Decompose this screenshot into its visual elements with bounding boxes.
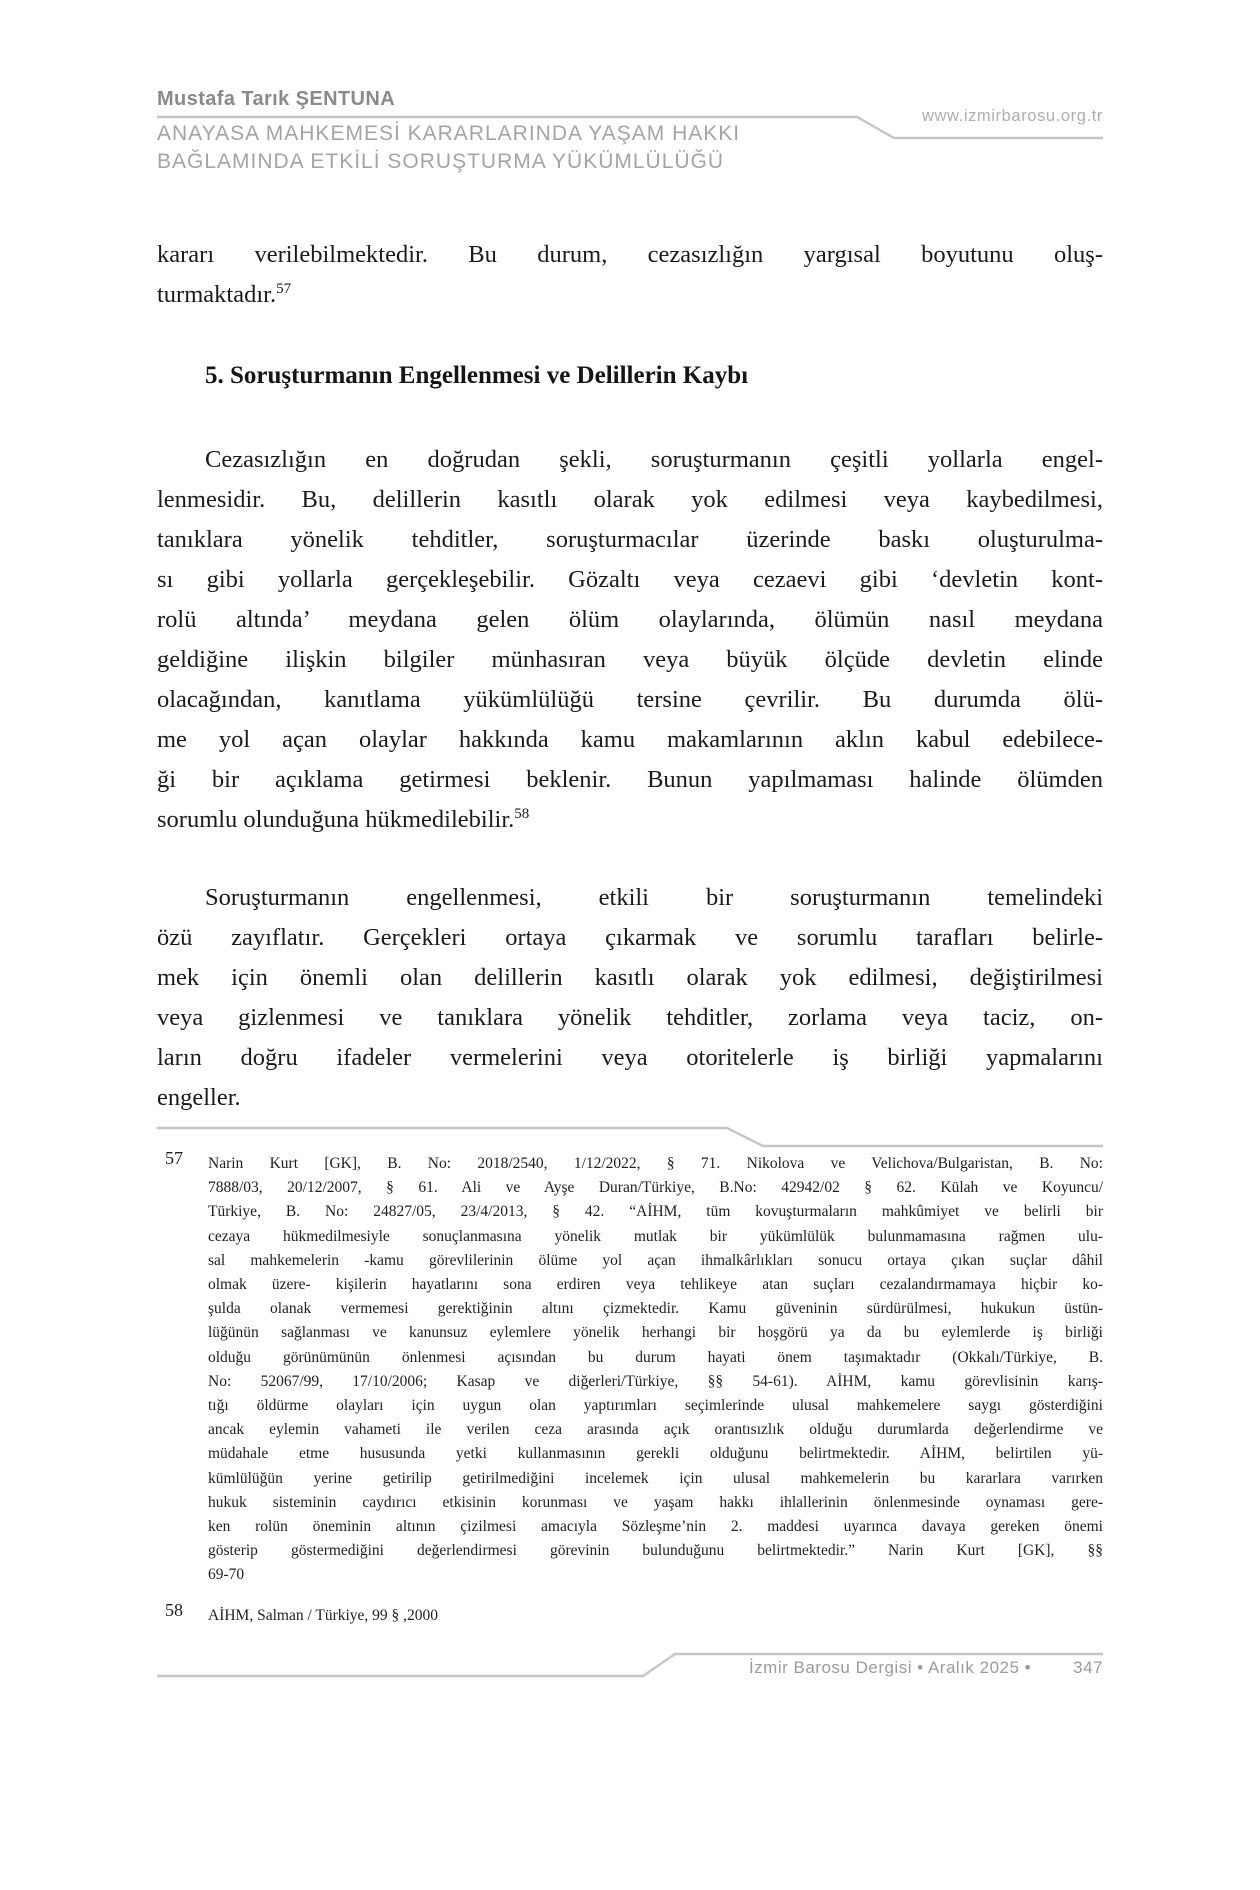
text-line: mek için önemli olan delillerin kasıtlı olarak yok edilmesi, değiştirilmesi xyxy=(157,964,1103,991)
footnote-58 xyxy=(157,1600,1103,1628)
paragraph-3 xyxy=(157,878,1103,1118)
footnote-57 xyxy=(157,1148,1103,1588)
footnote-line: ancak eylemin vahameti ile verilen ceza arasında açık orantısızlık olduğu durumlarda değerlendirme ve xyxy=(208,1421,1103,1439)
author-name: Mustafa Tarık ŞENTUNA xyxy=(157,88,396,110)
footnote-line: olmak üzere- kişilerin hayatlarını sona erdiren veya tehlikeye atan suçları cezalandırmamaya hiçbir ko- xyxy=(208,1276,1103,1294)
footnote-separator-rule xyxy=(157,1124,1103,1150)
footnote-line: müdahale etme hususunda yetki kullanmasının gerekli olduğunu belirtmektedir. AİHM, belirtilen yü- xyxy=(208,1445,1103,1463)
footnote-line: cezaya hükmedilmesiyle sonuçlanmasına yönelik mutlak bir yükümlülük bulunmamasına rağmen ulu- xyxy=(208,1227,1103,1245)
text-line: tanıklara yönelik tehditler, soruşturmacılar üzerinde baskı oluşturulma- xyxy=(157,526,1103,553)
text-line: özü zayıflatır. Gerçekleri ortaya çıkarmak ve sorumlu tarafları belirle- xyxy=(157,924,1103,951)
footnote-line: hukuk sisteminin caydırıcı etkisinin korunması ve yaşam hakkı ihlallerinin önlenmesinde oynaması gere- xyxy=(208,1493,1103,1511)
paragraph-1 xyxy=(157,235,1103,315)
text-line: kararı verilebilmektedir. Bu durum, cezasızlığın yargısal boyutunu oluş- xyxy=(157,241,1103,268)
paragraph-2 xyxy=(157,440,1103,840)
footnote-line: gösterip göstermediğini değerlendirmesi görevinin bulunduğunu belirtmektedir.” Narin Kurt [GK], §§ xyxy=(208,1542,1103,1560)
text-line: geldiğine ilişkin bilgiler münhasıran veya büyük ölçüde devletin elinde xyxy=(157,646,1103,673)
footnote-line: 69-70 xyxy=(208,1566,245,1584)
footnote-line: No: 52067/99, 17/10/2006; Kasap ve diğerleri/Türkiye, §§ 54-61). AİHM, kamu görevlisinin karış- xyxy=(208,1372,1103,1390)
footnote-line: 7888/03, 20/12/2007, § 61. Ali ve Ayşe Duran/Türkiye, B.No: 42942/02 § 62. Külah ve Koyuncu/ xyxy=(208,1179,1103,1197)
text-line: turmaktadır.$^{57}$ xyxy=(157,280,292,308)
text-line: sorumlu olunduğuna hükmedilebilir.$^{58}$ xyxy=(157,805,530,833)
footnote-line: tığı öldürme olayları için uygun olan yaptırımları seçimlerinde ulusal mahkemelere saygı gösterdiğini xyxy=(208,1397,1103,1415)
text-line: veya gizlenmesi ve tanıklara yönelik tehditler, zorlama veya taciz, on- xyxy=(157,1004,1103,1031)
footnote-line: Narin Kurt [GK], B. No: 2018/2540, 1/12/2022, § 71. Nikolova ve Velichova/Bulgaristan, B. No: xyxy=(208,1155,1103,1172)
article-title-line1: ANAYASA MAHKEMESİ KARARLARINDA YAŞAM HAKKI xyxy=(157,122,741,145)
article-title-line2: BAĞLAMINDA ETKİLİ SORUŞTURMA YÜKÜMLÜLÜĞÜ xyxy=(157,150,725,173)
footnote-line: şulda olanak vermemesi gerektiğinin altını çizmektedir. Kamu güveninin sürdürülmesi, hukukun üstün- xyxy=(208,1300,1103,1318)
text-line: Soruşturmanın engellenmesi, etkili bir soruşturmanın temelindeki xyxy=(205,884,1103,911)
text-line: Cezasızlığın en doğrudan şekli, soruşturmanın çeşitli yollarla engel- xyxy=(205,446,1103,473)
footnote-line: olduğu görünümünün önlenmesi açısından bu durum hayati önem taşımaktadır (Okkalı/Türkiye, B. xyxy=(208,1348,1103,1366)
footnote-text xyxy=(208,1152,1103,1588)
text-line: lenmesidir. Bu, delillerin kasıtlı olarak yok edilmesi veya kaybedilmesi, xyxy=(157,486,1103,513)
text-line: ği bir açıklama getirmesi beklenir. Bunun yapılmaması halinde ölümden xyxy=(157,766,1103,793)
footnote-line: lüğünün sağlanması ve kanunsuz eylemlere yönelik herhangi bir hoşgörü ya da bu eylemlerde iş birliği xyxy=(208,1324,1103,1342)
text-line: rolü altında’ meydana gelen ölüm olaylarında, ölümün nasıl meydana xyxy=(157,606,1103,633)
text-line: engeller. xyxy=(157,1084,241,1111)
text-line: olacağından, kanıtlama yükümlülüğü tersine çevrilir. Bu durumda ölü- xyxy=(157,686,1103,713)
journal-website: www.izmirbarosu.org.tr xyxy=(922,107,1103,125)
footnote-line: ken rolün öneminin altının çizilmesi amacıyla Sözleşme’nin 2. maddesi uyarınca davaya gereken önemi xyxy=(208,1518,1103,1536)
footnote-marker: 57 xyxy=(165,1148,183,1168)
footer-page-number: 347 xyxy=(1073,1658,1103,1677)
text-line: me yol açan olaylar hakkında kamu makamlarının aklın kabul edebilece- xyxy=(157,726,1103,753)
footnote-reference: 58 xyxy=(514,805,530,822)
footnote-line: kümlülüğün yerine getirilip getirilmediğini incelemek için ulusal mahkemelerin bu kararlara varırken xyxy=(208,1469,1103,1487)
section-heading: 5. Soruşturmanın Engellenmesi ve Delillerin Kaybı xyxy=(205,362,749,389)
footnote-text xyxy=(208,1604,1103,1628)
footer xyxy=(157,1658,1103,1678)
footnote-reference: 57 xyxy=(276,280,292,297)
footnote-line: Türkiye, B. No: 24827/05, 23/4/2013, § 42. “AİHM, tüm kovuşturmaların mahkûmiyet ve belirli bir xyxy=(208,1203,1103,1221)
footnote-marker: 58 xyxy=(165,1600,183,1620)
footer-journal-name: İzmir Barosu Dergisi • Aralık 2025 • xyxy=(748,1658,1032,1677)
footnote-line: sal mahkemelerin -kamu görevlilerinin ölüme yol açan ihmalkârlıkları sonucu ortaya çıkan suçlar dâhil xyxy=(208,1251,1103,1269)
text-line: ların doğru ifadeler vermelerini veya otoritelerle iş birliği yapmalarını xyxy=(157,1044,1103,1071)
text-line: sı gibi yollarla gerçekleşebilir. Gözaltı veya cezaevi gibi ‘devletin kont- xyxy=(157,566,1103,593)
footnote-line: AİHM, Salman / Türkiye, 99 § ,2000 xyxy=(208,1607,439,1624)
